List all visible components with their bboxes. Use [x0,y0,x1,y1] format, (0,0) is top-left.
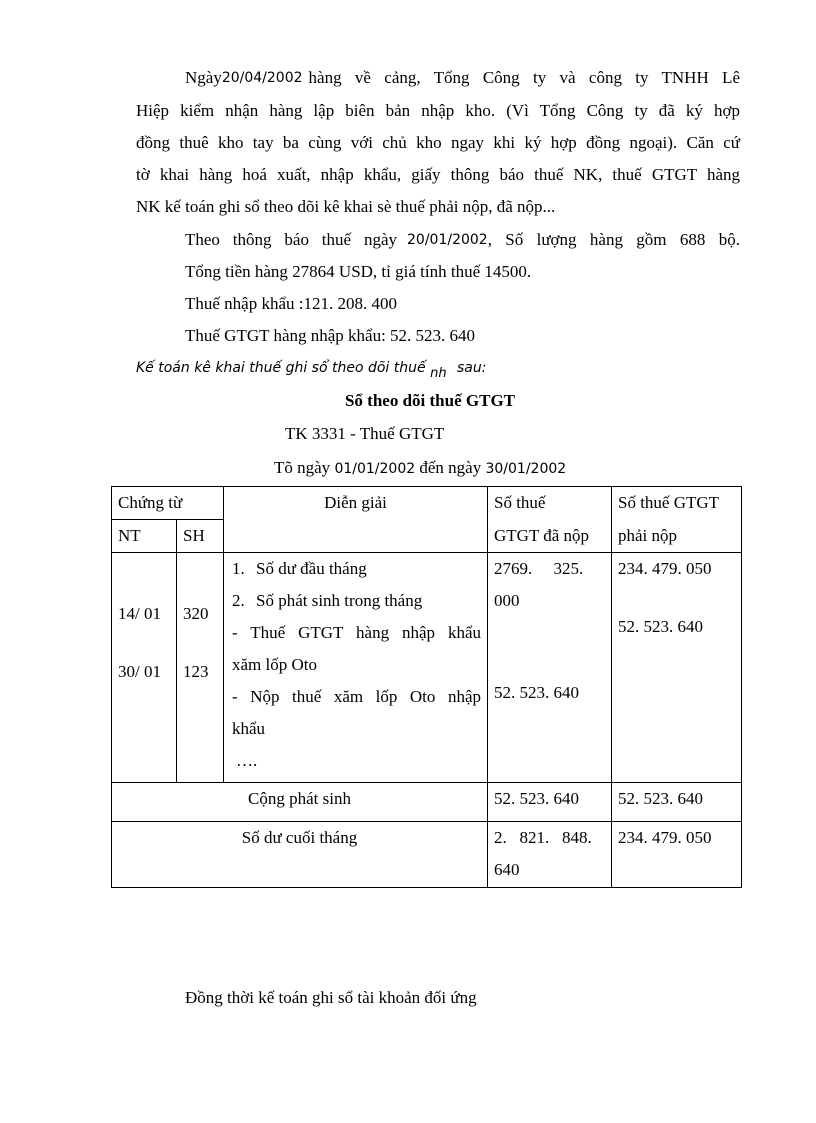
paid-opening-a: 2769. 325. [494,559,584,578]
notice-date: 20/01/2002 [407,232,488,248]
total-label: Cộng phát sinh [112,783,488,822]
payable-incurred: 52. 523. 640 [618,617,703,636]
import-tax-line: Thuế nhập khẩu :121. 208. 400 [185,294,397,313]
para2-prefix: Theo thông báo thuế ngày [185,230,397,249]
desc-opening-text: Số dư đầu tháng [256,559,367,578]
para1-suffix: hàng về cảng, Tổng Công ty và công ty TNHH Lê [308,68,740,87]
header-payable-2: phải nộp [612,520,742,553]
desc-vat-import-b: xăm lốp Oto [232,655,317,674]
closing-paid-cell [488,822,612,888]
nt-2: 30/ 01 [118,662,161,681]
para1-line1 [185,62,740,94]
desc-vat-import-a: - Thuế GTGT hàng nhập khẩu [232,623,481,642]
nt-1: 14/ 01 [118,604,161,623]
sh-1: 320 [183,604,209,623]
desc-incurred [232,585,481,617]
header-paid-1: Số thuế [488,487,612,520]
payable-opening: 234. 479. 050 [618,559,712,578]
para1-line3: đồng thuê kho tay ba cùng với chủ kho ngay khi ký hợp đồng ngoại). Căn cứ [136,133,740,152]
to-date: 30/01/2002 [485,461,567,477]
header-paid-2: GTGT đã nộp [488,520,612,553]
paid-cell [488,553,612,783]
intro-tail: sau: [457,360,487,376]
nt-cell [112,553,177,783]
header-sh: SH [177,520,224,553]
para2-line2: Tổng tiền hàng 27864 USD, tỉ giá tính thuế 14500. [185,262,532,281]
header-voucher: Chứng từ [112,487,224,520]
vat-ledger-table [111,486,742,888]
desc-payment-a: - Nộp thuế xăm lốp Oto nhập [232,687,481,706]
total-paid: 52. 523. 640 [488,783,612,822]
header-description: Diễn giải [224,487,488,553]
desc-ellipsis: …. [236,751,258,770]
description-cell [224,553,488,783]
ledger-body-row [112,553,742,783]
para1-line4: tờ khai hàng hoá xuất, nhập khẩu, giấy thông báo thuế NK, thuế GTGT hàng [136,165,740,184]
closing-paid-b: 640 [494,860,520,879]
vat-import-line: Thuế GTGT hàng nhập khẩu: 52. 523. 640 [185,326,476,345]
para1-prefix: Ngày [185,68,222,87]
sh-2: 123 [183,662,209,681]
footer-sentence: Đồng thời kế toán ghi sổ tài khoản đối ứng [185,988,477,1007]
header-row-1 [112,487,742,520]
desc-opening-num: 1. [232,559,245,578]
ledger-account: TK 3331 - Thuế GTGT [285,424,445,443]
closing-label: Số dư cuối tháng [112,822,488,888]
intro-sub: nh [430,366,447,381]
para1-line5: NK kế toán ghi sổ theo dõi kê khai sè thuế phải nộp, đã nộp... [136,197,556,216]
desc-incurred-num: 2. [232,591,245,610]
from-date: 01/01/2002 [334,461,416,477]
desc-opening [232,553,481,585]
header-payable-1: Số thuế GTGT [612,487,742,520]
sh-cell [177,553,224,783]
desc-payment-b: khẩu [232,719,266,738]
paid-payment: 52. 523. 640 [494,683,579,702]
ledger-intro [136,352,486,385]
closing-row [112,822,742,888]
payable-cell [612,553,742,783]
ledger-title: Sổ theo dõi thuế GTGT [344,391,516,410]
intro-text: Kế toán kê khai thuế ghi sổ theo dõi thuế [136,360,426,376]
para2-line1 [185,224,740,256]
arrival-date: 20/04/2002 [221,70,303,86]
header-nt: NT [112,520,177,553]
ledger-period [274,452,566,485]
total-row [112,783,742,822]
total-payable: 52. 523. 640 [612,783,742,822]
closing-payable: 234. 479. 050 [612,822,742,888]
to-label: đến ngày [419,458,482,477]
para2-suffix: , Số lượng hàng gồm 688 bộ. [487,230,740,249]
closing-paid-a: 2. 821. 848. [494,828,592,847]
from-label: Tõ ngày [274,458,331,477]
para1-line2: Hiệp kiểm nhận hàng lập biên bản nhập kho. (Vì Tổng Công ty đã ký hợp [136,101,740,120]
paid-opening-b: 000 [494,591,520,610]
desc-incurred-text: Số phát sinh trong tháng [256,591,423,610]
